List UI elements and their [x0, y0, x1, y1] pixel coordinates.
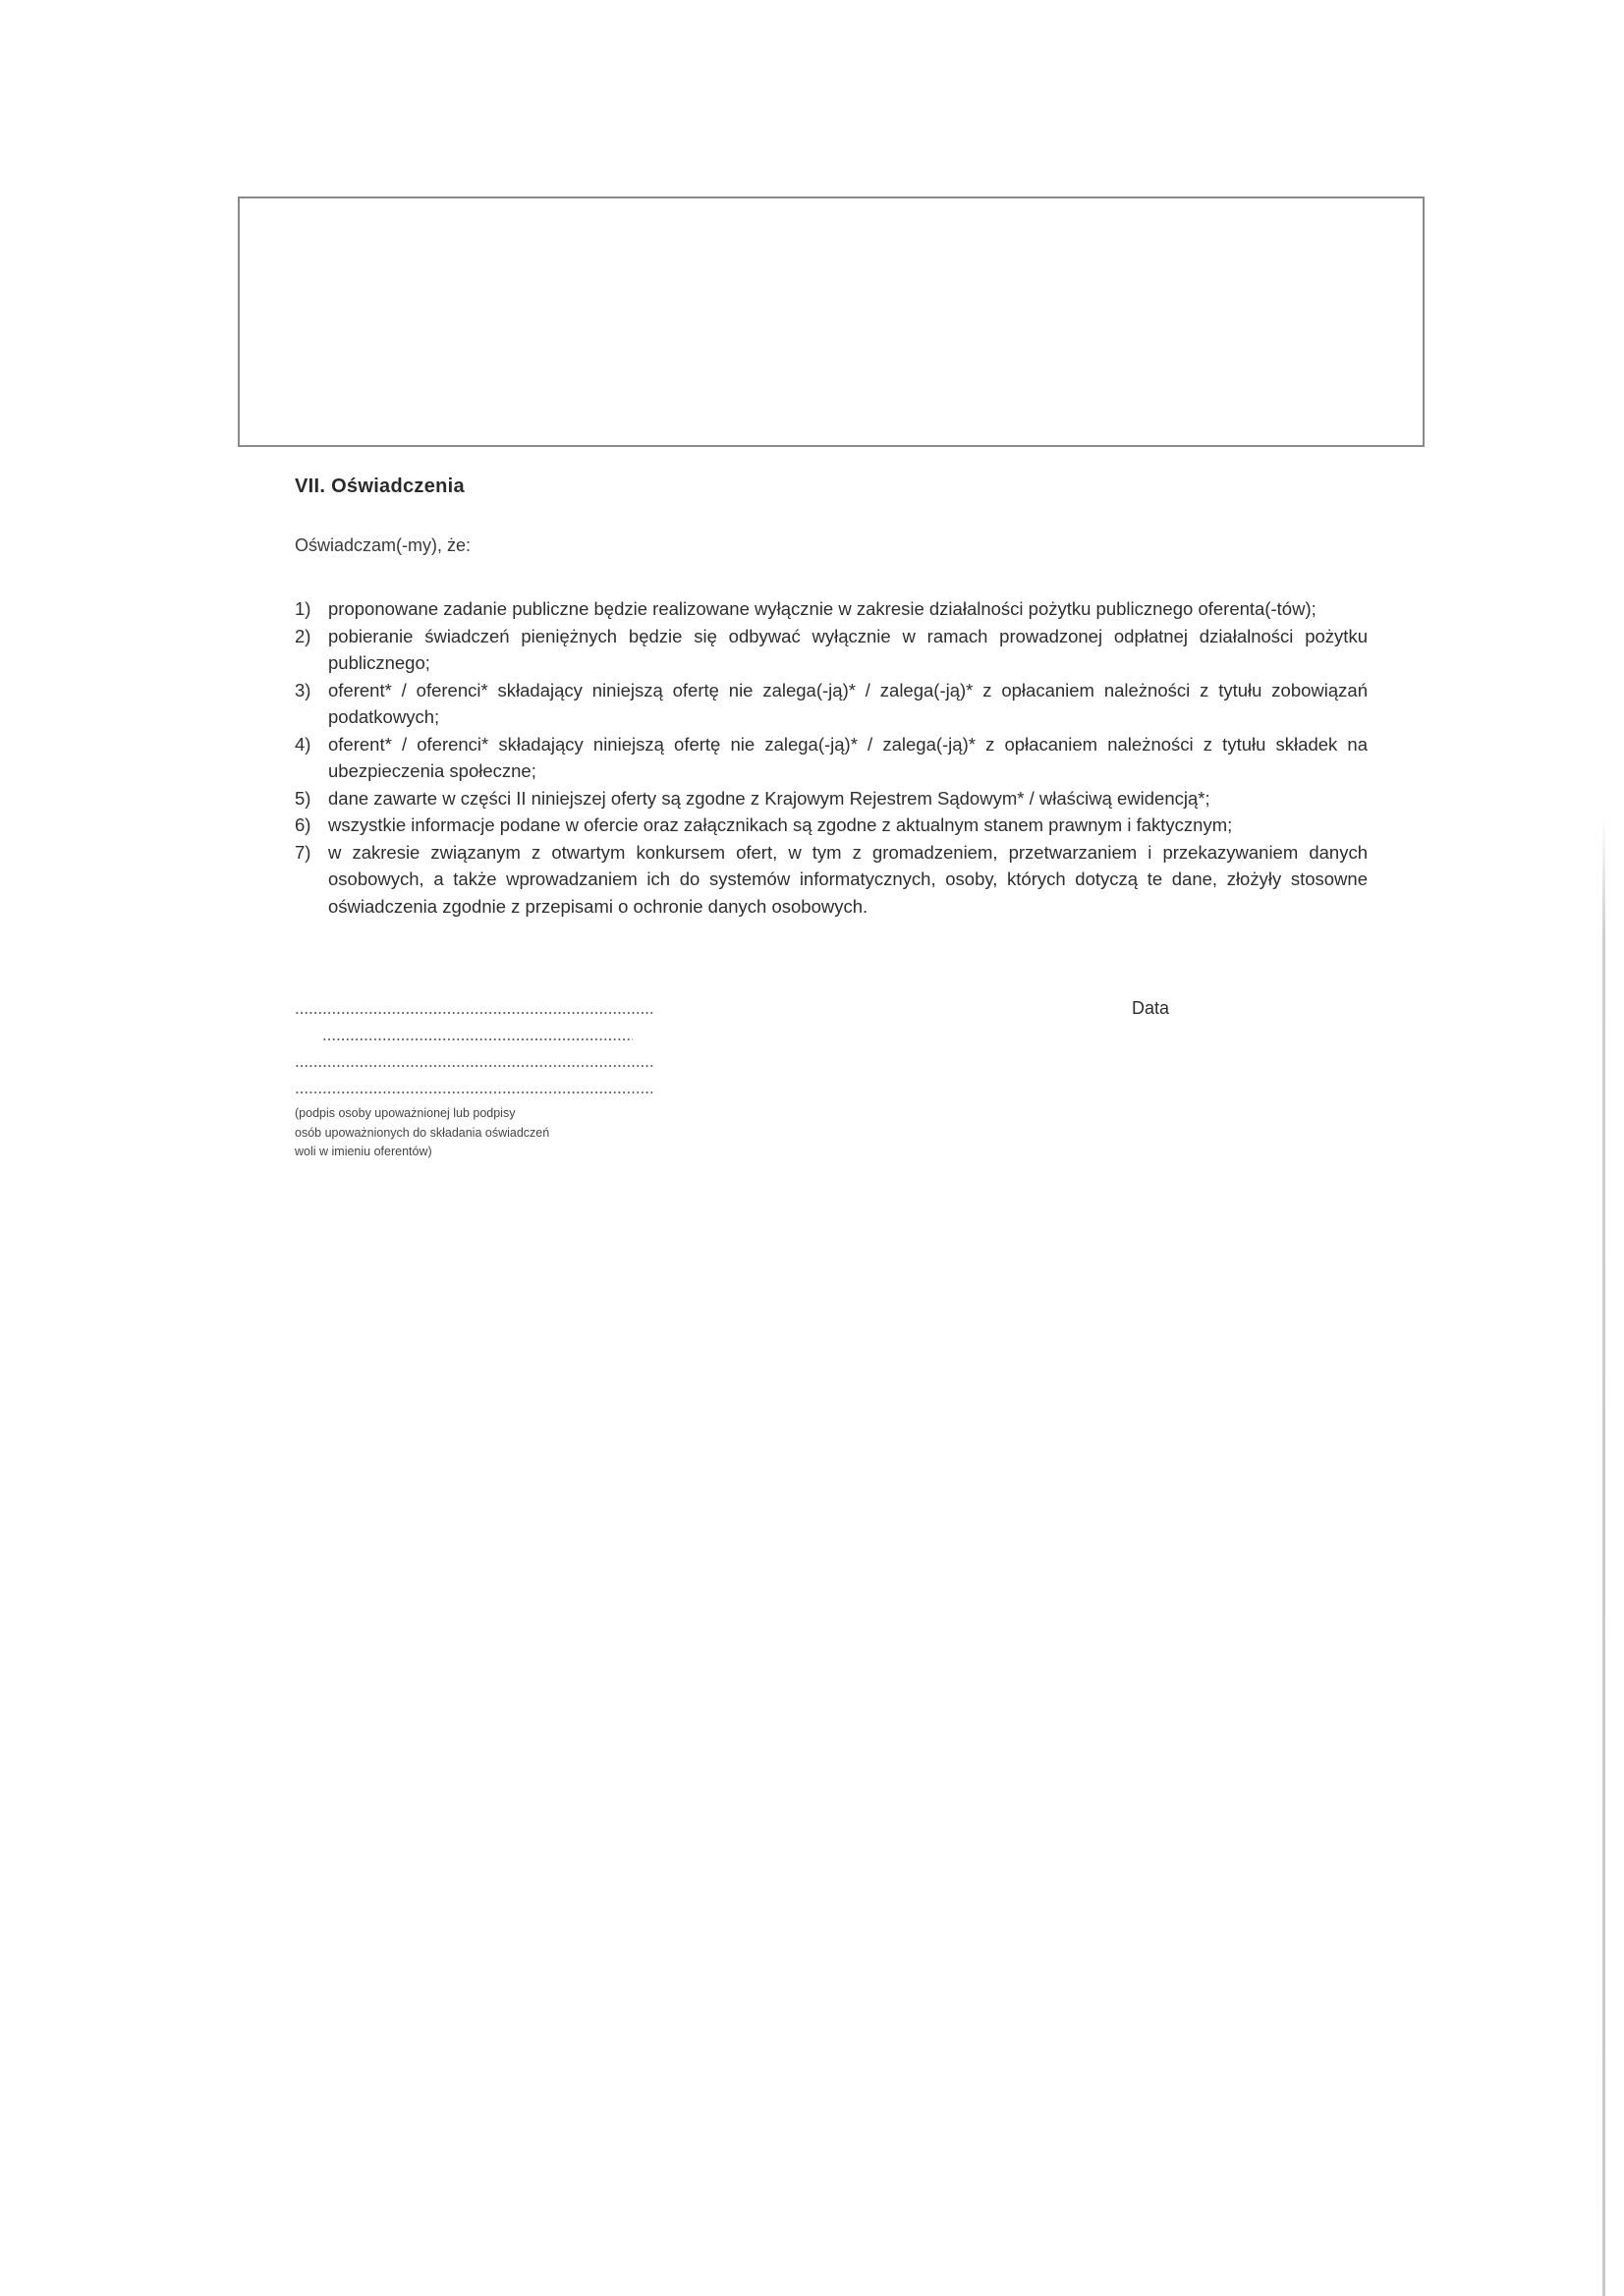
declaration-item — [295, 839, 1368, 921]
scan-edge-line — [1602, 815, 1605, 2296]
declaration-item — [295, 677, 1368, 731]
declaration-item — [295, 731, 1368, 785]
caption-line: (podpis osoby upoważnionej lub podpisy — [295, 1106, 516, 1120]
item-text: oferent* / oferenci* składający niniejszą ofertę nie zalega(-ją)* / zalega(-ją)* z opłacaniem należności z tytułu składek na ubezpieczenia społeczne; — [328, 733, 1368, 781]
declaration-item — [295, 623, 1368, 677]
item-text: proponowane zadanie publiczne będzie realizowane wyłącznie w zakresie działalności pożytku publicznego oferenta(-tów); — [328, 598, 1316, 619]
item-number: 2) — [295, 625, 311, 646]
item-text: wszystkie informacje podane w ofercie oraz załącznikach są zgodne z aktualnym stanem prawnym i faktycznym; — [328, 814, 1233, 835]
signature-line — [295, 1064, 654, 1068]
item-text: pobieranie świadczeń pieniężnych będzie się odbywać wyłącznie w ramach prowadzonej odpłatnej działalności pożytku publicznego; — [328, 625, 1368, 673]
signature-line — [295, 1091, 654, 1094]
item-text: w zakresie związanym z otwartym konkursem ofert, w tym z gromadzeniem, przetwarzaniem i przekazywaniem danych osobowych, a także wprowadzaniem ich do systemów informatycznych, osoby, których dotyczą te dane, złożyły stosowne oświadczenia zgodnie z przepisami o ochronie danych osobowych. — [328, 841, 1368, 917]
item-number: 6) — [295, 814, 311, 835]
item-text: dane zawarte w części II niniejszej oferty są zgodne z Krajowym Rejestrem Sądowym* / właściwą ewidencją*; — [328, 787, 1210, 809]
item-number: 3) — [295, 679, 311, 700]
declaration-item — [295, 595, 1368, 623]
item-number: 5) — [295, 787, 311, 809]
item-text: oferent* / oferenci* składający niniejszą ofertę nie zalega(-ją)* / zalega(-ją)* z opłacaniem należności z tytułu zobowiązań podatkowych; — [328, 679, 1368, 727]
caption-line: osób upoważnionych do składania oświadczeń — [295, 1125, 550, 1140]
declaration-item — [295, 785, 1368, 812]
item-number: 7) — [295, 841, 311, 863]
section-intro: Oświadczam(-my), że: — [295, 535, 472, 555]
date-label: Data — [1132, 998, 1170, 1018]
section-heading: VII. Oświadczenia — [295, 476, 465, 497]
caption-line: woli w imieniu oferentów) — [295, 1145, 432, 1158]
empty-content-box — [238, 196, 1425, 447]
item-number: 1) — [295, 598, 311, 619]
declaration-item — [295, 812, 1368, 839]
signature-line — [295, 1011, 654, 1015]
signature-line — [322, 1037, 633, 1041]
signature-caption — [295, 1104, 549, 1162]
declarations-list — [295, 595, 1368, 920]
item-number: 4) — [295, 733, 311, 755]
